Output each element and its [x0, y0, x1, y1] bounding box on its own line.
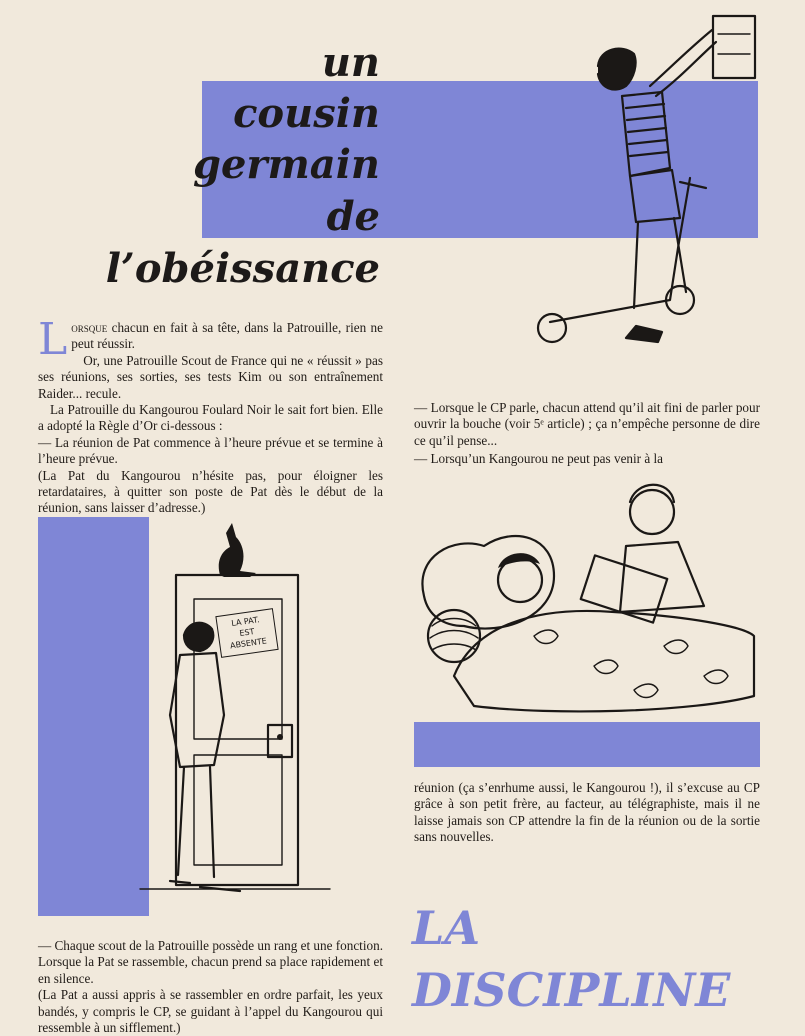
- left-bottom-text: [38, 938, 383, 1036]
- intro-p2: Or, une Patrouille Scout de France qui ne « réussit » pas ses réunions, ses sorties, ses tests Kim ou son entraînement Raider... recule.: [38, 352, 383, 401]
- intro-text: [38, 314, 383, 517]
- intro-p4: — La réunion de Pat commence à l’heure prévue et se termine à l’heure prévue.: [38, 434, 383, 467]
- right-top-p1: — Lorsque le CP parle, chacun attend qu’il ait fini de parler pour ouvrir la bouche (voir 5ᵉ article) ; ça n’empêche personne de dire ce qu’il pense...: [414, 400, 760, 448]
- boy-at-door-illustration: [140, 515, 340, 925]
- intro-p3: La Patrouille du Kangourou Foulard Noir le sait fort bien. Elle a adopté la Règle d’Or ci-dessous :: [38, 402, 383, 434]
- door-sign-line: EST: [238, 627, 255, 639]
- intro-p1: chacun en fait à sa tête, dans la Patrouille, rien ne peut réussir.: [71, 320, 383, 352]
- notice-box: [713, 16, 755, 78]
- dropcap: L: [38, 314, 68, 365]
- right-top-p2: — Lorsqu’un Kangourou ne peut pas venir à la: [414, 451, 664, 467]
- door-sign-line: ABSENTE: [229, 636, 268, 651]
- right-top-text: [414, 400, 760, 468]
- title-line: germain: [192, 141, 380, 188]
- right-horizontal-band: [414, 722, 760, 767]
- door-sign-line: LA PAT.: [230, 615, 261, 629]
- left-bottom-p2: (La Pat a aussi appris à se rassembler en ordre parfait, les yeux bandés, y compris le CP, se guidant à l’appel du Kangourou qui ressemble à un sifflement.): [38, 987, 383, 1036]
- section-title-line: DISCIPLINE: [412, 963, 731, 1017]
- right-bottom-text: [414, 780, 760, 846]
- intro-p5: (La Pat du Kangourou n’hésite pas, pour éloigner les retardataires, à quitter son poste de Pat dès le début de la réunion, sans laisser d’adresse.): [38, 467, 383, 516]
- title-line: cousin: [233, 90, 380, 137]
- kangaroo-figure: [219, 523, 256, 577]
- door-sign: [215, 608, 278, 658]
- intro-smallcaps: orsque: [71, 320, 108, 335]
- title-line: l’obéissance: [105, 245, 380, 292]
- left-bottom-p1: — Chaque scout de la Patrouille possède un rang et une fonction. Lorsque la Pat se rassemble, chacun prend sa place rapidement et en silence.: [38, 938, 383, 986]
- section-title-line: LA: [412, 901, 481, 955]
- boy-in-bed-illustration: [414, 476, 760, 722]
- title-line: de: [326, 193, 380, 240]
- title-line: un: [321, 39, 380, 86]
- left-vertical-band: [38, 517, 149, 916]
- boy-on-scooter-illustration: [530, 8, 770, 368]
- right-bottom-p1: réunion (ça s’enrhume aussi, le Kangourou !), il s’excuse au CP grâce à son petit frère, au facteur, au télégraphiste, mais il ne laisse jamais son CP attendre la fin de la réunion ou de la sortie sans nouvelles.: [414, 780, 760, 845]
